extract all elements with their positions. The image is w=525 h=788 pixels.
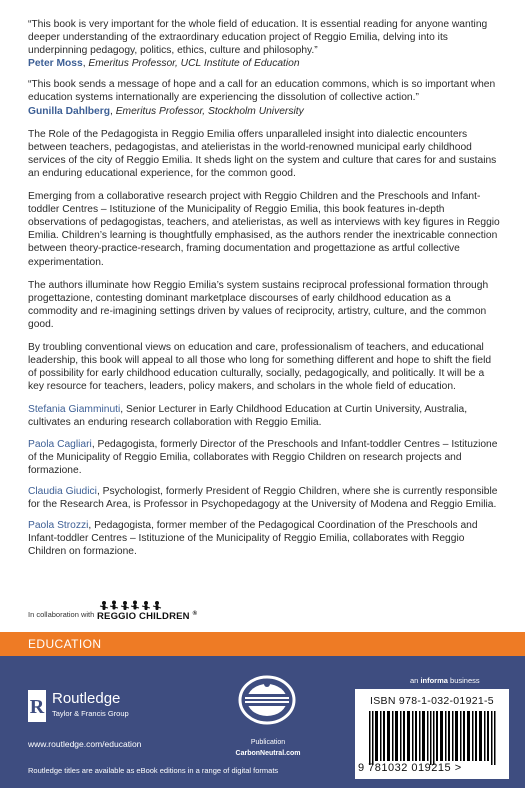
collaboration-label: In collaboration with — [28, 610, 95, 619]
quote-2: “This book sends a message of hope and a call for an education commons, which is so important when education systems internationally are experiencing the dissolution of collective action.” Gunilla Dahlberg, Emeritus Professor, Stockholm University — [28, 79, 496, 117]
informa-prefix: an — [410, 676, 421, 685]
registered-mark: ® — [192, 611, 198, 617]
quote-2-name: Gunilla Dahlberg — [28, 105, 111, 117]
author-bio — [28, 485, 502, 511]
ebook-note: Routledge titles are available as eBook editions in a range of digital formats — [28, 766, 279, 775]
author-bio-text: , Senior Lecturer in Early Childhood Education at Curtin University, Australia, cultivates an enduring research collaboration with Reggio Emilia. — [28, 404, 468, 429]
description-paragraph: The authors illuminate how Reggio Emilia’s system sustains reciprocal professional formation through progettazione, contesting dominant marketplace discourses of early childhood education as a commodity and re-imagining settings driven by values of reciprocity, artistry, culture, and the common good. — [28, 279, 489, 330]
quote-2-text: “This book sends a message of hope and a call for an education commons, which is so important when education systems internationally are experiencing the dissolution of collective action.” — [28, 79, 496, 104]
informa-brand: informa — [420, 676, 448, 685]
isbn-barcode — [355, 689, 509, 779]
description-paragraph: By troubling conventional views on education and care, professionalism of teachers, and educational leadership, this book will appeal to all those who long for something different and hope to shift the field of possibility for early childhood education culturally, socially, pedagogically, and politically. It will be a key resource for teachers, leaders, policy makers, and scholars in the whole field of education. — [28, 341, 492, 393]
author-name: Paola Cagliari — [28, 438, 92, 450]
quote-1-role: Emeritus Professor, UCL Institute of Education — [88, 58, 300, 70]
informa-suffix: business — [447, 676, 480, 685]
informa-business-label — [410, 676, 480, 685]
subject-bar — [0, 632, 525, 656]
author-bio — [28, 519, 502, 558]
back-cover-text — [28, 18, 502, 558]
quote-2-role: Emeritus Professor, Stockholm University — [115, 105, 304, 117]
barcode-bars-icon — [369, 711, 497, 765]
reggio-children-logo — [97, 611, 197, 622]
author-name: Paola Strozzi — [28, 520, 89, 531]
carbon-neutral-badge-icon — [237, 674, 297, 726]
author-bio-text: , Psychologist, formerly President of Reggio Children, where she is currently responsible for the Research Area, is Professor in Psychopedagogy at the University of Modena and Reggio Emilia. — [28, 485, 498, 510]
author-bio-text: , Pedagogista, formerly Director of the Preschools and Infant-toddler Centres – Istituzione of the Municipality of Reggio Emilia, collaborates with Reggio Children on research projects and formazione. — [28, 438, 498, 476]
ean-digits: 9 781032 019215 > — [358, 762, 462, 774]
quote-1-name: Peter Moss — [28, 58, 83, 70]
subject-label: EDUCATION — [28, 637, 102, 651]
reggio-children-wordmark: REGGIO CHILDREN — [97, 611, 190, 622]
author-name: Claudia Giudici — [28, 485, 97, 497]
author-bio-text: , Pedagogista, former member of the Pedagogical Coordination of the Preschools and Infant-toddler Centres – Istituzione of the Municipality of Reggio Emilia, collaborates with Reggio Children on formazione. — [28, 520, 478, 558]
publisher-name: Routledge — [52, 690, 121, 707]
publisher-footer — [0, 656, 525, 788]
author-bio — [28, 403, 502, 429]
author-name: Stefania Giamminuti — [28, 404, 121, 416]
description-paragraph: The Role of the Pedagogista in Reggio Emilia offers unparalleled insight into dialectic encounters between teachers, pedagogistas, and atelieristas in the world-renowned municipal early childhood services of the city of Reggio Emilia. It sheds light on the system and culture that cares for and sustains an enduring educational experience, for the common good. — [28, 128, 497, 179]
publisher-group: Taylor & Francis Group — [52, 709, 129, 718]
author-bio — [28, 438, 502, 477]
collaboration-credit — [28, 600, 268, 622]
routledge-logo-icon — [28, 690, 46, 722]
publisher-website[interactable]: www.routledge.com/education — [28, 739, 142, 749]
carbon-neutral-website[interactable]: CarbonNeutral.com — [235, 750, 301, 757]
quote-1: “This book is very important for the whole field of education. It is essential reading for anyone wanting deeper understanding of the extraordinary education project of Reggio Emilia, delving into its underpinning pedagogy, politics, ethics, culture and philosophy.” Peter Moss, Emeritus Professor, UCL Institute of Education — [28, 19, 488, 70]
carbon-neutral-publication: Publication — [250, 739, 286, 746]
isbn-number: ISBN 978-1-032-01921-5 — [370, 695, 494, 707]
svg-text:R: R — [29, 696, 45, 718]
quote-1-text: “This book is very important for the whole field of education. It is essential reading for anyone wanting deeper understanding of the extraordinary education project of Reggio Emilia, delving into its underpinning pedagogy, politics, ethics, culture and philosophy.” — [28, 19, 488, 57]
description-paragraph: Emerging from a collaborative research project with Reggio Children and the Preschools and Infant-toddler Centres – Istituzione of the Municipality of Reggio Emilia, this book features in-depth observations of pedagogistas, teachers, and atelieristas, as well as interviews with key figures in Reggio Emilia. Children’s learning is thoughtfully emphasised, as the authors render the inextricable connection between theory-practice-research, framing documentation and progettazione as artful collective experimentation. — [28, 191, 500, 268]
